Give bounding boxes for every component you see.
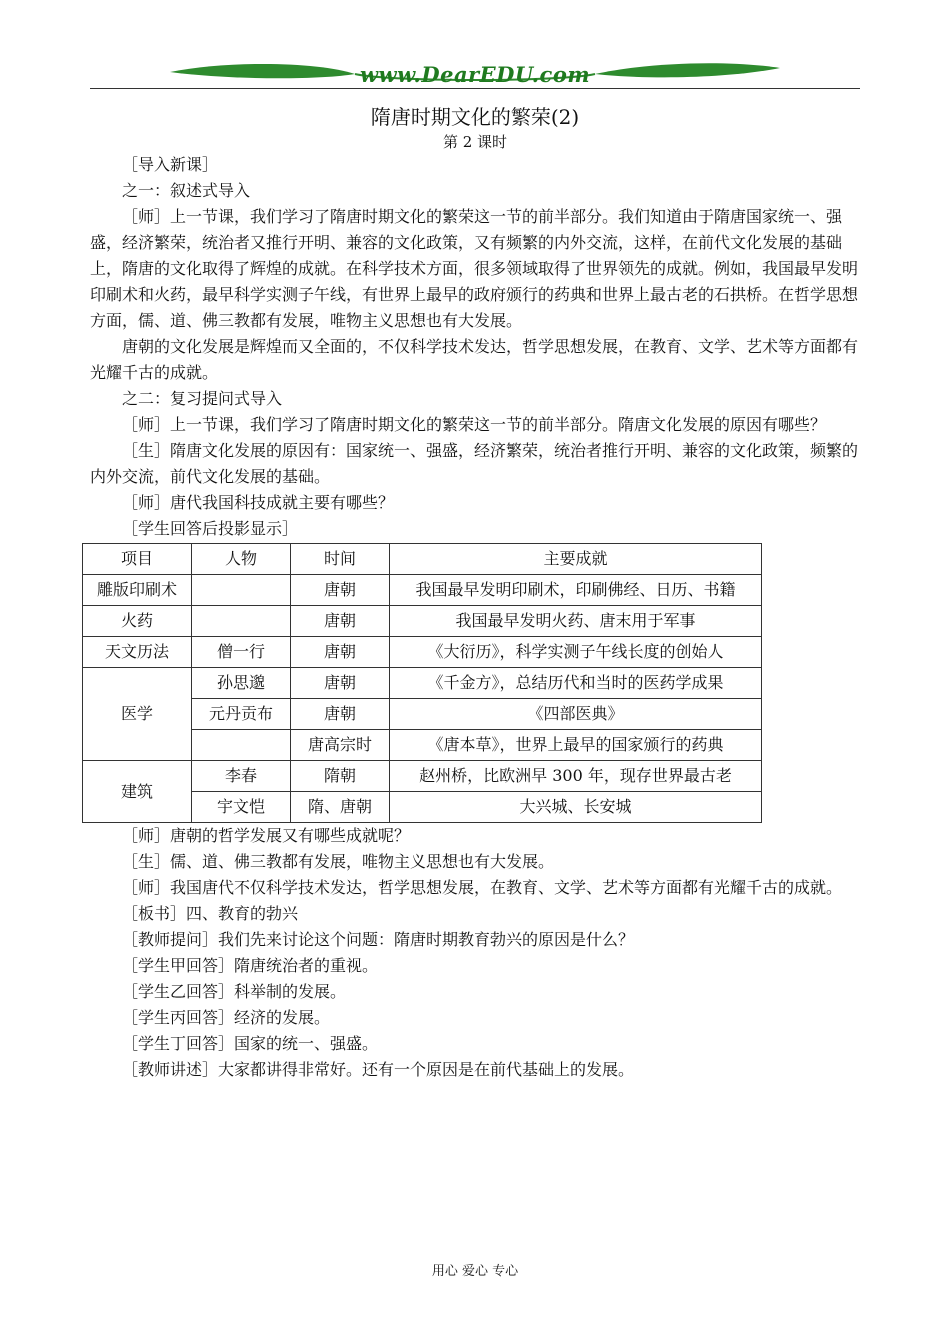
table-cell-time: 唐朝 [291,575,390,606]
paragraph: ［教师讲述］大家都讲得非常好。还有一个原因是在前代基础上的发展。 [122,1060,635,1079]
paragraph: ［生］儒、道、佛三教都有发展，唯物主义思想也有大发展。 [122,852,555,871]
table-cell-person: 李春 [192,761,291,792]
paragraph: ［生］隋唐文化发展的原因有：国家统一、强盛，经济繁荣，统治者推行开明、兼容的文化政策，频繁的内外交流，前代文化发展的基础。 [90,441,859,486]
table-row [83,575,762,606]
table-header-row [83,544,762,575]
site-header-banner [90,58,860,90]
page-title: 隋唐时期文化的繁荣(2) [370,105,580,129]
paragraph: ［学生甲回答］隋唐统治者的重视。 [122,956,379,975]
table-cell-achievement: 赵州桥，比欧洲早 300 年，现存世界最古老 [390,761,762,792]
table-cell-person: 僧一行 [192,637,291,668]
table-row [83,761,762,792]
table-cell-achievement: 我国最早发明印刷术，印刷佛经、日历、书籍 [390,575,762,606]
table-cell-time: 唐朝 [291,699,390,730]
table-cell-achievement: 我国最早发明火药、唐末用于军事 [390,606,762,637]
table-cell-achievement: 《大衍历》，科学实测子午线长度的创始人 [390,637,762,668]
table-cell-achievement: 《四部医典》 [390,699,762,730]
column-header: 时间 [291,544,390,575]
table-cell-item: 建筑 [83,761,192,823]
paragraph: ［教师提问］我们先来讨论这个问题：隋唐时期教育勃兴的原因是什么？ [122,930,635,949]
paragraph: ［学生丙回答］经济的发展。 [122,1008,331,1027]
education-section [90,823,860,1083]
table-cell-achievement: 大兴城、长安城 [390,792,762,823]
table-row [83,668,762,699]
table-row [83,606,762,637]
table-cell-time: 唐朝 [291,668,390,699]
paragraph: ［师］唐朝的哲学发展又有哪些成就呢？ [122,826,411,845]
table-cell-item: 天文历法 [83,637,192,668]
table-cell-item: 火药 [83,606,192,637]
table-cell-item: 医学 [83,668,192,761]
page-subtitle: 第 2 课时 [442,133,508,151]
table-cell-achievement: 《千金方》，总结历代和当时的医药学成果 [390,668,762,699]
table-row [83,637,762,668]
table-cell-time: 隋朝 [291,761,390,792]
paragraph: 之二：复习提问式导入 [122,389,283,408]
intro-section [90,152,860,542]
column-header: 主要成就 [390,544,762,575]
table-cell-person: 元丹贡布 [192,699,291,730]
table-cell-person [192,606,291,637]
table-cell-person [192,575,291,606]
site-url: www.DearEDU.com [359,62,591,87]
table-cell-achievement: 《唐本草》，世界上最早的国家颁行的药典 [390,730,762,761]
paragraph: ［导入新课］ [122,155,219,174]
table-cell-time: 唐高宗时 [291,730,390,761]
paragraph: ［师］我国唐代不仅科学技术发达，哲学思想发展，在教育、文学、艺术等方面都有光耀千古的成就。 [122,878,843,897]
paragraph: ［师］上一节课，我们学习了隋唐时期文化的繁荣这一节的前半部分。我们知道由于隋唐国家统一、强盛，经济繁荣，统治者又推行开明、兼容的文化政策，又有频繁的内外交流，这样，在前代文化发展的基础上，隋唐的文化取得了辉煌的成就。在科学技术方面，很多领域取得了世界领先的成就。例如，我国最早发明印刷术和火药，最早科学实测子午线，有世界上最早的政府颁行的药典和世界上最古老的石拱桥。在哲学思想方面，儒、道、佛三教都有发展，唯物主义思想也有大发展。 [90,207,859,330]
table-cell-person: 宇文恺 [192,792,291,823]
column-header: 人物 [192,544,291,575]
paragraph: ［板书］四、教育的勃兴 [122,904,299,923]
table-cell-time: 唐朝 [291,606,390,637]
page-footer: 用心 爱心 专心 [431,1264,519,1279]
paragraph: 之一：叙述式导入 [122,181,251,200]
header-rule [90,88,860,89]
paragraph: ［学生回答后投影显示］ [122,519,299,538]
document-body [90,152,860,1083]
table-cell-time: 唐朝 [291,637,390,668]
paragraph: ［学生乙回答］科举制的发展。 [122,982,347,1001]
table-cell-person: 孙思邈 [192,668,291,699]
paragraph: 唐朝的文化发展是辉煌而又全面的，不仅科学技术发达，哲学思想发展，在教育、文学、艺术等方面都有光耀千古的成就。 [90,337,859,382]
table-cell-item: 雕版印刷术 [83,575,192,606]
paragraph: ［师］唐代我国科技成就主要有哪些？ [122,493,395,512]
column-header: 项目 [83,544,192,575]
paragraph: ［师］上一节课，我们学习了隋唐时期文化的繁荣这一节的前半部分。隋唐文化发展的原因有哪些？ [122,415,827,434]
paragraph: ［学生丁回答］国家的统一、强盛。 [122,1034,379,1053]
achievements-table [82,543,762,823]
table-cell-time: 隋、唐朝 [291,792,390,823]
table-cell-person [192,730,291,761]
